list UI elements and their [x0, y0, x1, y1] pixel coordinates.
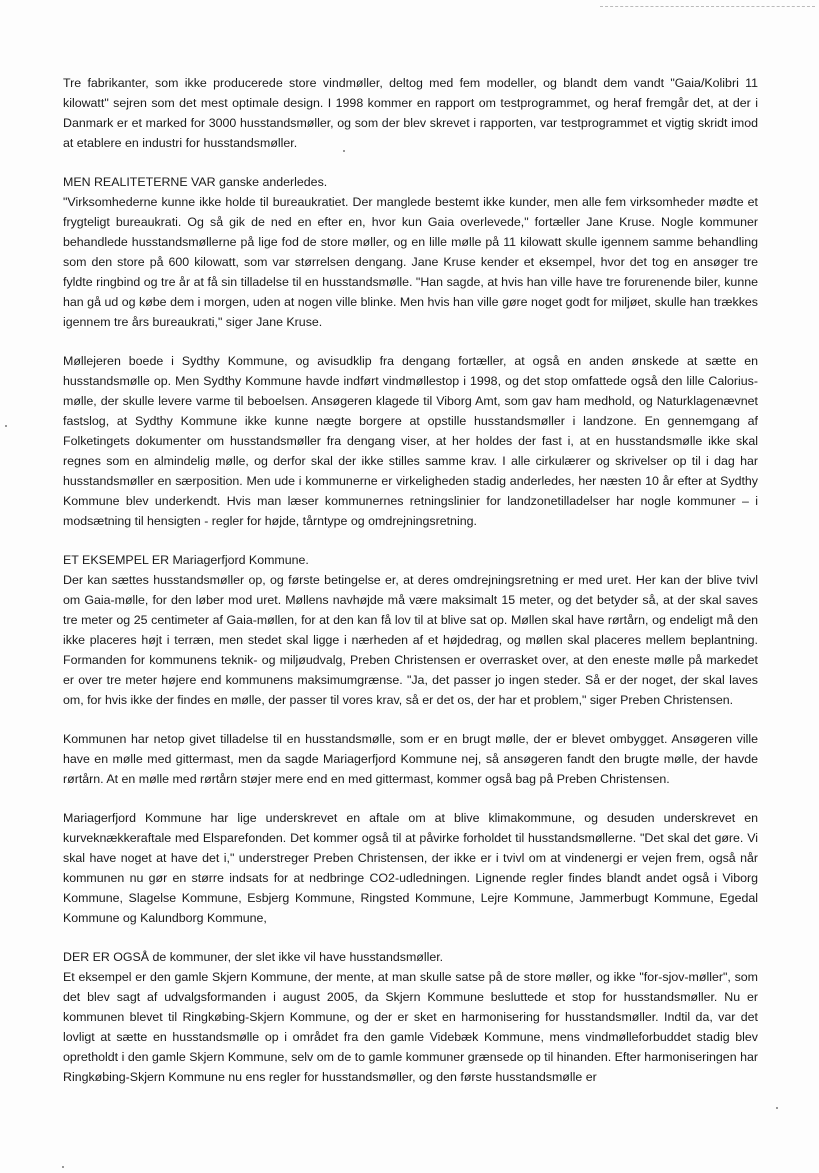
paragraph-text: Møllejeren boede i Sydthy Kommune, og avisudklip fra dengang fortæller, at også en anden ønskede at sætte en husstandsmølle op. Men Sydthy Kommune havde indført vindmøllestop i 1998, og det stop omfattede også den lille Calorius-mølle, der skulle levere varme til beboelsen. Ansøgeren klagede til Viborg Amt, som gav ham medhold, og Naturklagenævnet fastslog, at Sydthy Kommune ikke kunne nægte borgere at opstille husstandsmøller i landzone. En gennemgang af Folketingets dokumenter om husstandsmøller fra dengang viser, at her holdes der fast i, at en husstandsmølle ikke skal regnes som en almindelig mølle, og derfor skal der ikke stilles samme krav. I alle cirkulærer og skrivelser op til i dag har husstandsmøller en særposition. Men ude i kommunerne er virkeligheden stadig anderledes, her næsten 10 år efter at Sydthy Kommune blev underkendt. Hvis man læser kommunernes retningslinier for landzonetilladelser har nogle kommuner – i modsætning til hensigten - regler for højde, tårntype og omdrejningsretning.	[63, 354, 758, 528]
section-heading: MEN REALITETERNE VAR ganske anderledes.	[63, 175, 328, 189]
paragraph-text: Der kan sættes husstandsmøller op, og første betingelse er, at deres omdrejningsretning er med uret. Her kan der blive tvivl om Gaia-mølle, for den løber mod uret. Møllens navhøjde må være maksimalt 15 meter, og det betyder så, at der skal saves tre meter og 25 centimeter af Gaia-møllen, for at den kan få lov til at blive sat op. Møllen skal have rørtårn, og endeligt må den ikke placeres højt i terræn, men stedet skal ligge i nærheden af et højdedrag, og møllen skal placeres mellem beplantning. Formanden for kommunens teknik- og miljøudvalg, Preben Christensen er overrasket over, at den eneste mølle på markedet er over tre meter højere end kommunens maksimumgrænse. "Ja, det passer jo ingen steder. Så er der noget, der skal laves om, for hvis ikke der findes en mølle, der passer til vores krav, så er det os, der har et problem," siger Preben Christensen.	[63, 573, 758, 707]
paragraph-text: Kommunen har netop givet tilladelse til en husstandsmølle, som er en brugt mølle, der er blevet ombygget. Ansøgeren ville have en mølle med gittermast, men da sagde Mariagerfjord Kommune nej, så ansøgeren fandt den brugte mølle, der havde rørtårn. At en mølle med rørtårn støjer mere end en med gittermast, kommer også bag på Preben Christensen.	[63, 732, 758, 786]
paragraph-intro	[63, 73, 758, 153]
article-body	[63, 73, 758, 1087]
paragraph-text: Tre fabrikanter, som ikke producerede store vindmøller, deltog med fem modeller, og blandt dem vandt "Gaia/Kolibri 11 kilowatt" sejren som det mest optimale design. I 1998 kommer en rapport om testprogrammet, og heraf fremgår det, at der i Danmark er et marked for 3000 husstandsmøller, og som der blev skrevet i rapporten, var testprogrammet et vigtig skridt imod at etablere en industri for husstandsmøller.	[63, 76, 758, 150]
scan-speck	[343, 150, 345, 152]
paragraph-climate	[63, 808, 758, 928]
paragraph-sydthy	[63, 351, 758, 531]
section-heading: DER ER OGSÅ de kommuner, der slet ikke vil have husstandsmøller.	[63, 950, 444, 964]
paragraph-text: "Virksomhederne kunne ikke holde til bureaukratiet. Der manglede bestemt ikke kunder, men alle fem virksomheder mødte et frygteligt bureaukrati. Og så gik de ned en efter en, hvor kun Gaia overlevede," fortæller Jane Kruse. Nogle kommuner behandlede husstandsmøllerne på lige fod de store møller, og en lille mølle på 11 kilowatt skulle igennem samme behandling som den store på 600 kilowatt, som var størrelsen dengang. Jane Kruse kender et eksempel, hvor det tog en ansøger tre fyldte ringbind og tre år at få sin tilladelse til en husstandsmølle. "Han sagde, at hvis han ville have tre forurenende biler, kunne han gå ud og købe dem i morgen, uden at nogen ville blinke. Men hvis han ville gøre noget godt for miljøet, skulle han trækkes igennem tre års bureaukrati," siger Jane Kruse.	[63, 195, 758, 329]
scan-speck	[5, 425, 7, 427]
scan-speck	[62, 1166, 64, 1168]
section-heading: ET EKSEMPEL ER Mariagerfjord Kommune.	[63, 553, 309, 567]
scan-edge-mark	[600, 6, 815, 7]
paragraph-permit	[63, 729, 758, 789]
paragraph-skjern	[63, 947, 758, 1087]
paragraph-mariagerfjord-example	[63, 550, 758, 710]
paragraph-text: Mariagerfjord Kommune har lige underskrevet en aftale om at blive klimakommune, og desuden underskrevet en kurveknækkeraftale med Elsparefonden. Det kommer også til at påvirke forholdet til husstandsmøllerne. "Det skal det gøre. Vi skal have noget at have det i," understreger Preben Christensen, der ikke er i tvivl om at vindenergi er vejen frem, også når kommunen nu gør en større indsats for at nedbringe CO2-udledningen. Lignende regler findes blandt andet også i Viborg Kommune, Slagelse Kommune, Esbjerg Kommune, Ringsted Kommune, Lejre Kommune, Jammerbugt Kommune, Egedal Kommune og Kalundborg Kommune,	[63, 811, 758, 925]
paragraph-text: Et eksempel er den gamle Skjern Kommune, der mente, at man skulle satse på de store møller, og ikke "for-sjov-møller", som det blev sagt af udvalgsformanden i august 2005, da Skjern Kommune besluttede et stop for husstandsmøller. Nu er kommunen blevet til Ringkøbing-Skjern Kommune, og der er sket en harmonisering for husstandsmøller. Indtil da, var det lovligt at sætte en husstandsmølle op i området fra den gamle Videbæk Kommune, mens vindmølleforbuddet stadig blev opretholdt i den gamle Skjern Kommune, selv om de to gamle kommuner grænsede op til hinanden. Efter harmoniseringen har Ringkøbing-Skjern Kommune nu ens regler for husstandsmøller, og den første husstandsmølle er	[63, 970, 758, 1084]
paragraph-realities	[63, 172, 758, 332]
scan-speck	[776, 1107, 778, 1109]
